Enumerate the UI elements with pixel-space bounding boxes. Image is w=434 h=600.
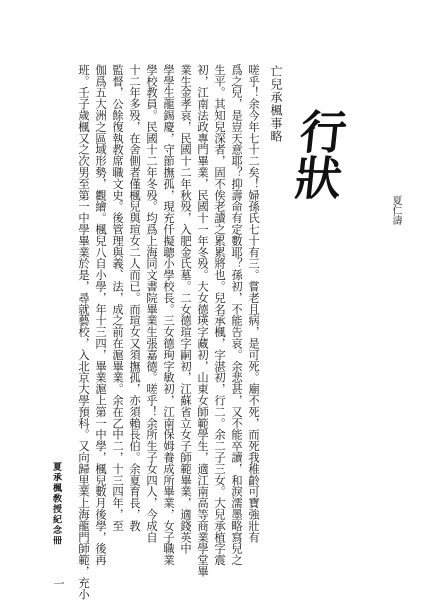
body-column: 爲之兒，是豈天意耶？抑壽命有定數耶？孫初，不能告哀。余悲甚，又不能卒讀，和淚濡墨略寫兒之 xyxy=(230,64,243,566)
book-title-footer: 夏承楓敎授紀念冊 xyxy=(51,462,61,546)
page-number: 一 xyxy=(52,578,65,589)
body-column: 業生金孝哀，民國十二年秋殁，入肥金氏墓。二女德瑄字嗣初，江蘇省立女子師範畢業，適錢英中 xyxy=(179,64,192,555)
body-column: 學學生龍錫慶，守節撫孤，現充仟擬聰小學校長。三女德珣字敏初，江南保姆養成所畢業，女子職業 xyxy=(162,64,175,566)
calligraphy-title: 行狀 xyxy=(286,108,350,200)
body-column: 十二年多殁，在舍側者僅楓兒與瑄女二人而已。而瑄女又須撫孤，亦須賴長伯。余夏育長，教 xyxy=(128,64,141,532)
body-column: 生平。其知兒深者，固不俟老讀之累累將也。兒名承楓，字湛初，行二。余二子三女。大兒承植字震 xyxy=(213,64,226,566)
body-column: 初，江南法政專門畢業，民國十一年冬殁。大女德瑛字藏初，山東女師範學生，適江南高等商業學堂畢 xyxy=(196,64,209,577)
essay-subtitle: 亡兒承楓事略 xyxy=(269,65,283,143)
body-column: 學校教員。民國十二年冬殁。均爲上海同文書院畢業生張嘉德。嗟乎！余所生子女四人，今成自 xyxy=(145,64,158,543)
body-column: 嗟乎！余今年七十二矣！婦孫氏七十有三。嘗老且病，是可死。廟不死，而死我稚齡可寶強壯有 xyxy=(247,64,260,543)
body-column: 班。壬子歲楓又之次男至第一中學畢業於是，尋就藝校，入北京大學預科。又向歸里業上海龍門師範，充小 xyxy=(77,64,90,600)
author-name: 夏仁濤 xyxy=(390,195,401,225)
body-column: 監督，公餘復執教席職文史。後管理與義、法，成之前在滬畢業。余在乙中二，十三四年，至 xyxy=(111,64,124,532)
body-column: 伽爲五大洲之區域形勢，觀繪。楓兒八自小學，年十三四，畢業滬上第一中學，楓兒數月後學，後再 xyxy=(94,64,107,566)
